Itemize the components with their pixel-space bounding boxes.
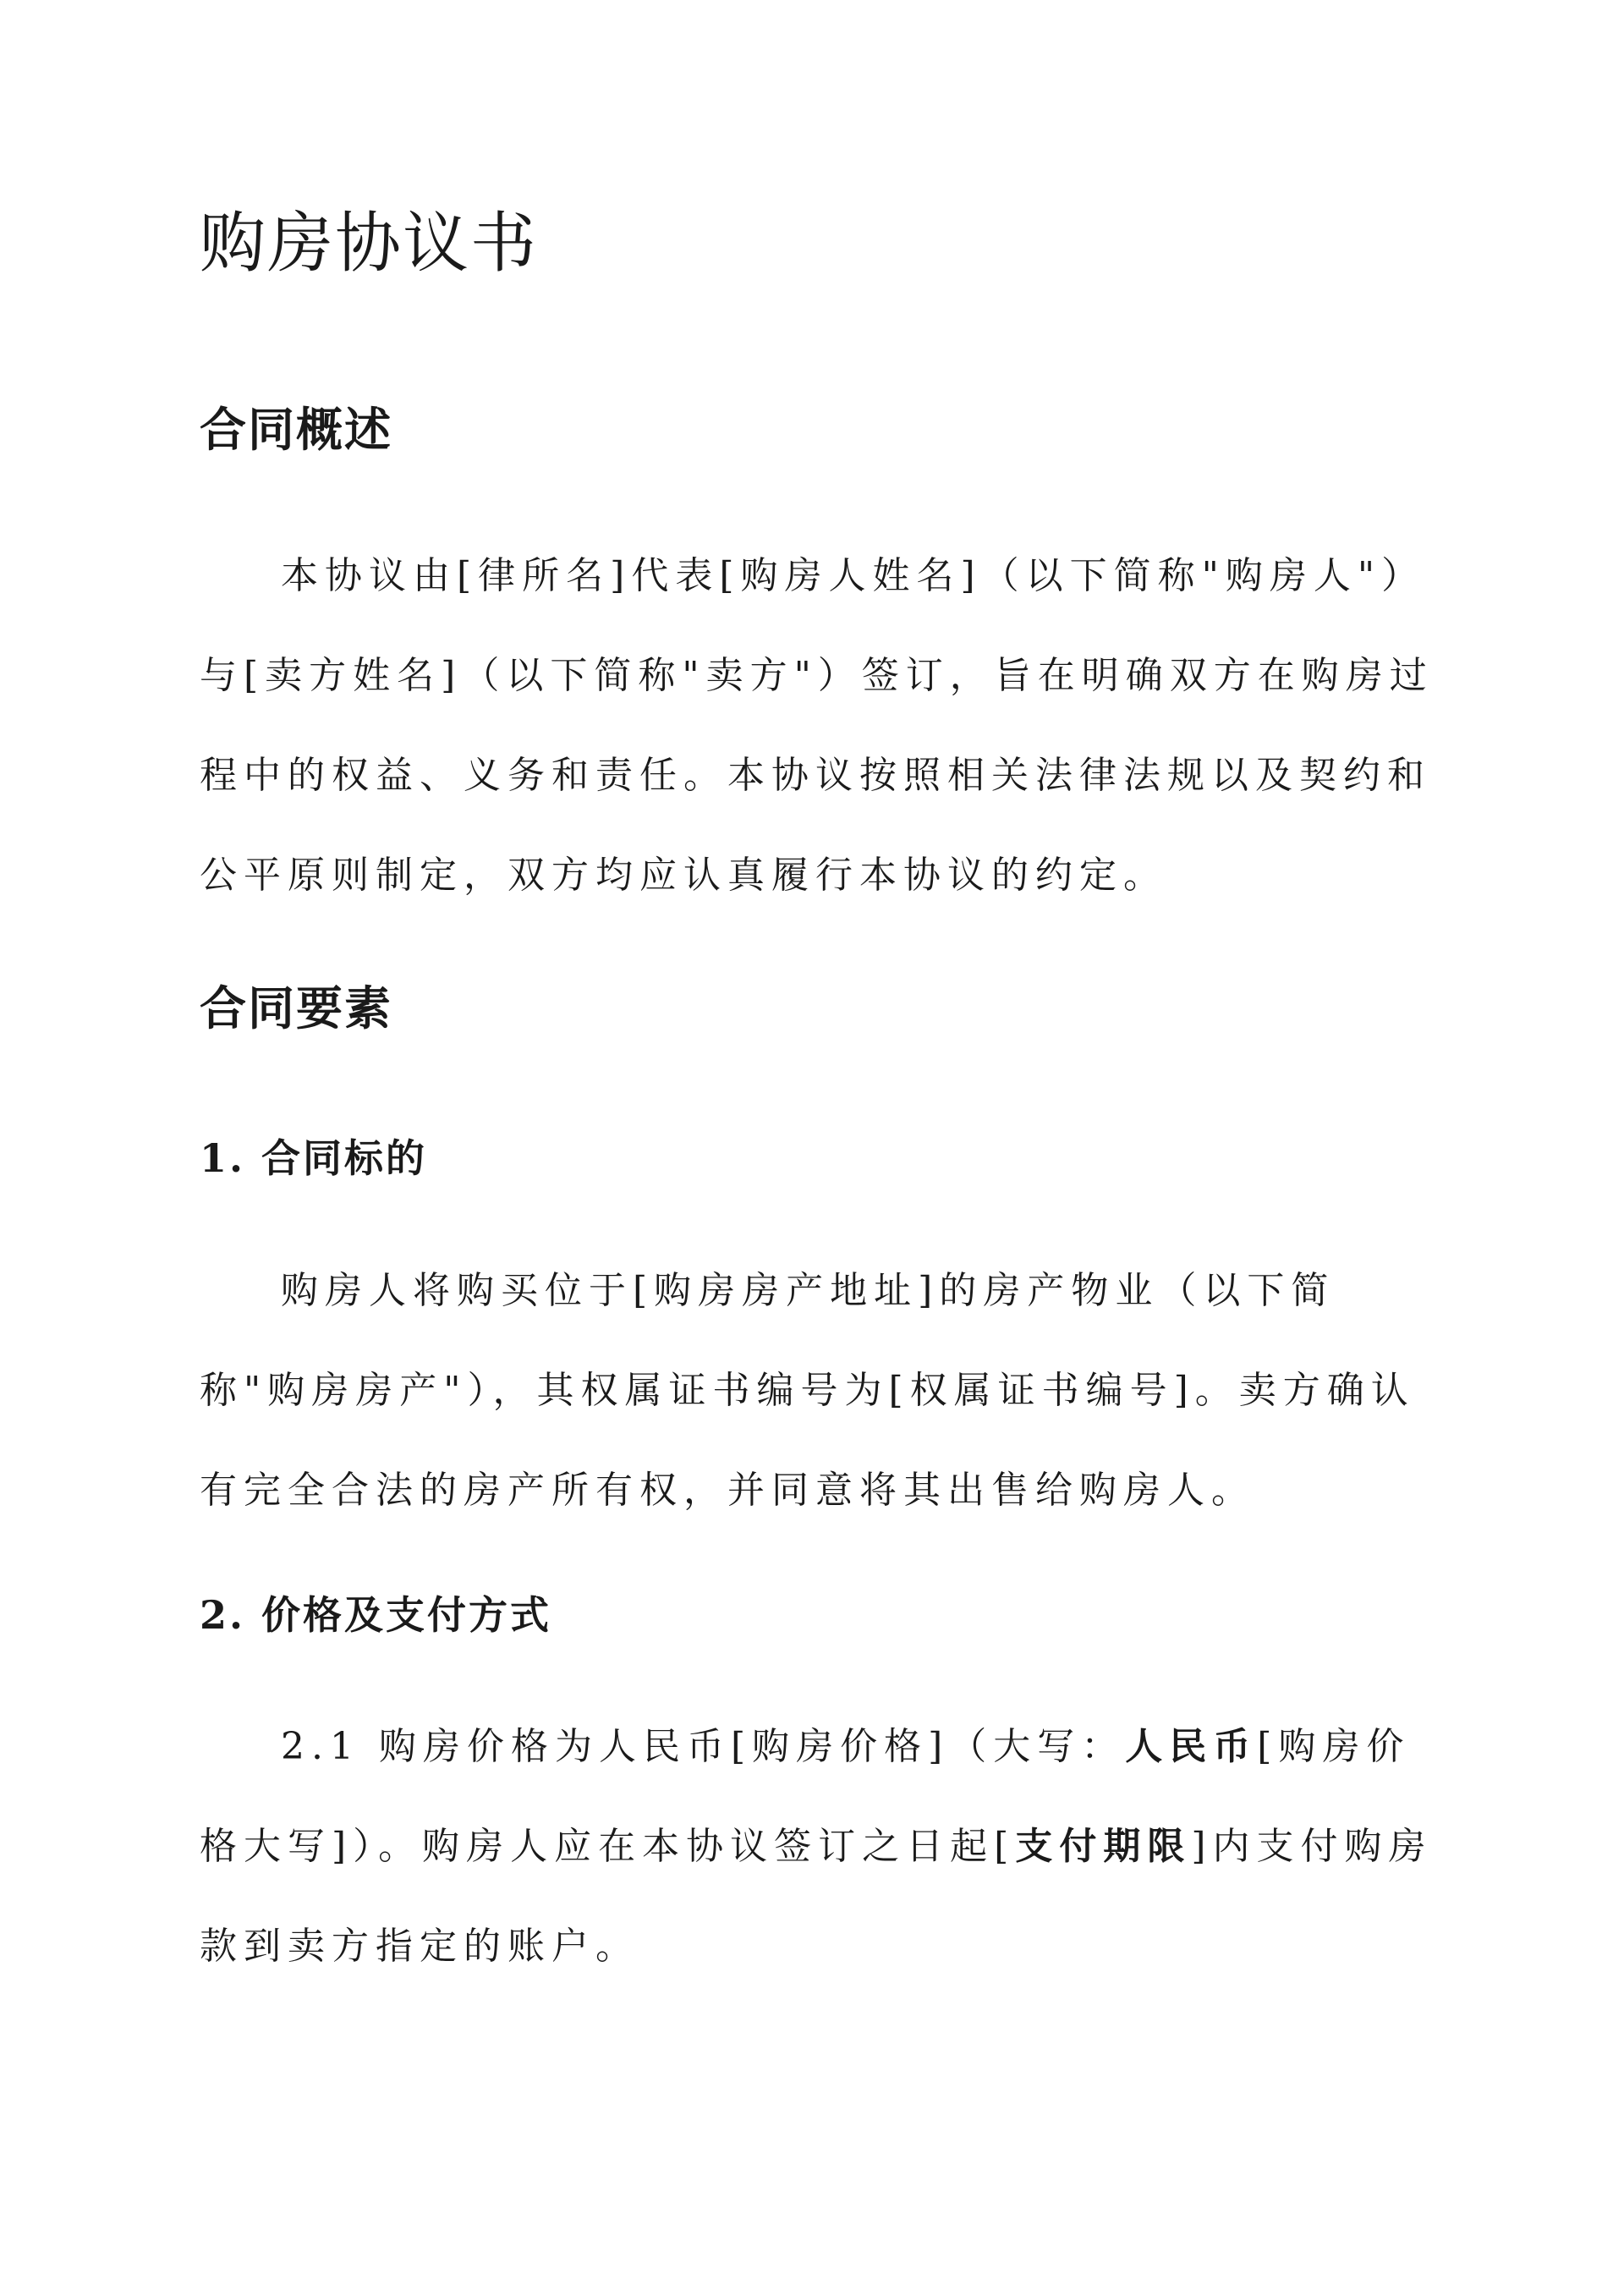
item-1-paragraph: 购房人将购买位于[购房房产地址]的房产物业（以下简称"购房房产"），其权属证书编号为[权属证书编号]。卖方确认有完全合法的房产所有权，并同意将其出售给购房人。 [200,1269,1415,1512]
overview-paragraph: 本协议由[律所名]代表[购房人姓名]（以下简称"购房人"）与[卖方姓名]（以下简称"卖方"）签订，旨在明确双方在购房过程中的权益、义务和责任。本协议按照相关法律法规以及契约和公平原则制定，双方均应认真履行本协议的约定。 [200,554,1434,897]
clause-2-1-text-3: ]内支付购房款到卖方指定的账户。 [200,1825,1433,1968]
item-1-heading: 1. 合同标的 [200,1135,428,1181]
clause-2-1-bold-payment-term: 支付期限 [1015,1825,1192,1868]
clause-2-1-paragraph [200,1697,1435,1997]
item-2-heading: 2. 价格及支付方式 [200,1592,552,1638]
clause-2-1-text-1: 2.1 购房价格为人民币[购房价格]（大写： [281,1725,1126,1768]
clause-2-1-bold-currency: 人民币 [1125,1725,1258,1768]
clause-2-1-text-2: [购房价格大写]）。购房人应在本协议签订之日起[ [200,1725,1411,1868]
document-title: 购房协议书 [200,206,539,282]
section-heading-elements: 合同要素 [200,980,393,1035]
section-heading-overview: 合同概述 [200,402,393,457]
